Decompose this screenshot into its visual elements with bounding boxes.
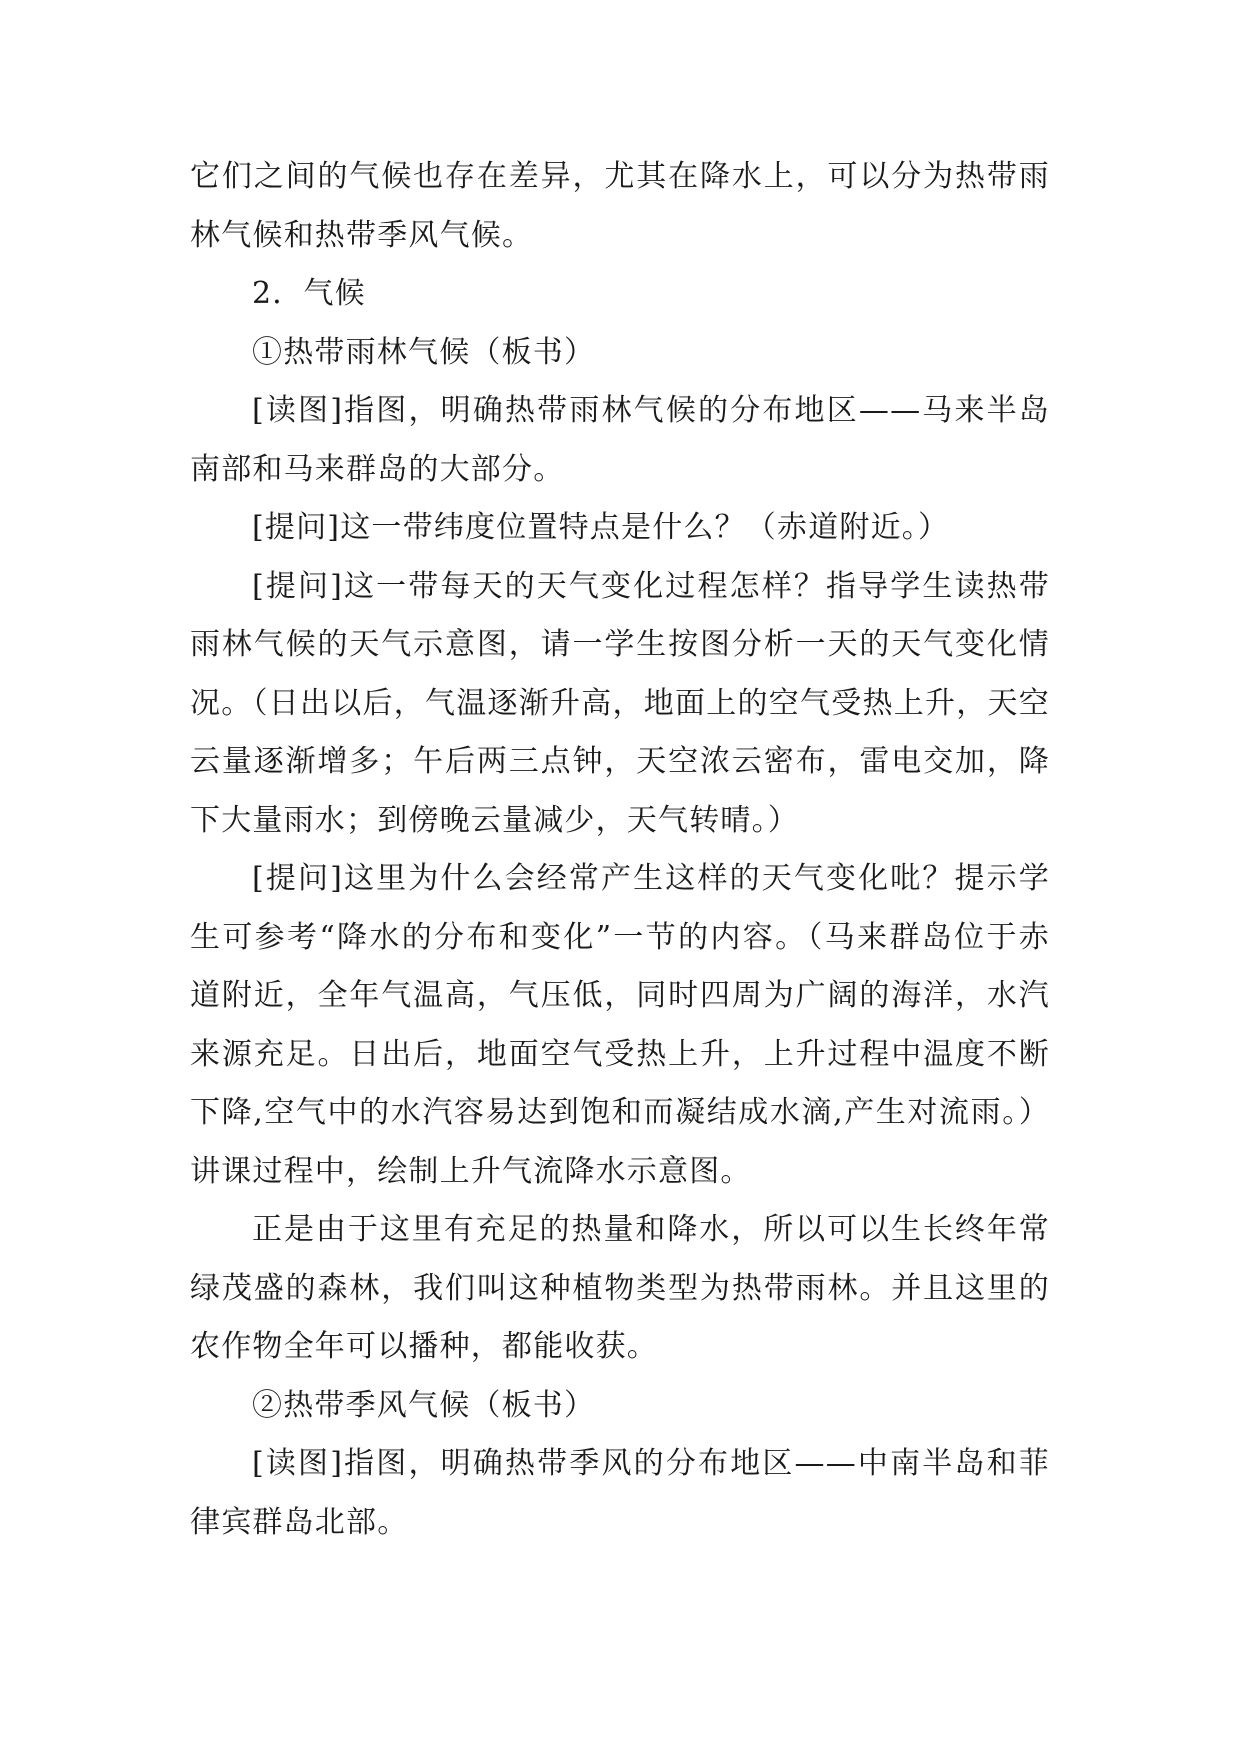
- paragraph-read-map-rainforest: [读图]指图，明确热带雨林气候的分布地区——马来半岛南部和马来群岛的大部分。: [190, 393, 1050, 487]
- paragraph-1: 它们之间的气候也存在差异，尤其在降水上，可以分为热带雨林气候和热带季风气候。: [190, 159, 1050, 253]
- subheading-tropical-monsoon-climate: ②热带季风气候（板书）: [252, 1387, 596, 1423]
- section-heading-climate: 2．气候: [252, 276, 366, 311]
- paragraph-question-daily-weather: [提问]这一带每天的天气变化过程怎样？指导学生读热带雨林气候的天气示意图，请一学生按图分析一天的天气变化情况。（日出以后，气温逐渐升高，地面上的空气受热上升，天空云量逐渐增多；午后两三点钟，天空浓云密布，雷电交加，降下大量雨水；到傍晚云量减少，天气转晴。）: [190, 568, 1050, 838]
- paragraph-rainforest-vegetation: 正是由于这里有充足的热量和降水，所以可以生长终年常绿茂盛的森林，我们叫这种植物类型为热带雨林。并且这里的农作物全年可以播种，都能收获。: [190, 1212, 1050, 1364]
- paragraph-question-latitude: [提问]这一带纬度位置特点是什么？（赤道附近。）: [252, 510, 950, 545]
- subheading-tropical-rainforest-climate: ①热带雨林气候（板书）: [252, 334, 596, 370]
- paragraph-read-map-monsoon: [读图]指图，明确热带季风的分布地区——中南半岛和菲律宾群岛北部。: [190, 1446, 1050, 1540]
- paragraph-question-why-weather: [提问]这里为什么会经常产生这样的天气变化吡？提示学生可参考“降水的分布和变化”一节的内容。（马来群岛位于赤道附近，全年气温高，气压低，同时四周为广阔的海洋，水汽来源充足。日出后，地面空气受热上升，上升过程中温度不断下降,空气中的水汽容易达到饱和而凝结成水滴,产生对流雨。）讲课过程中，绘制上升气流降水示意图。: [190, 861, 1050, 1189]
- document-body: [190, 148, 1050, 1552]
